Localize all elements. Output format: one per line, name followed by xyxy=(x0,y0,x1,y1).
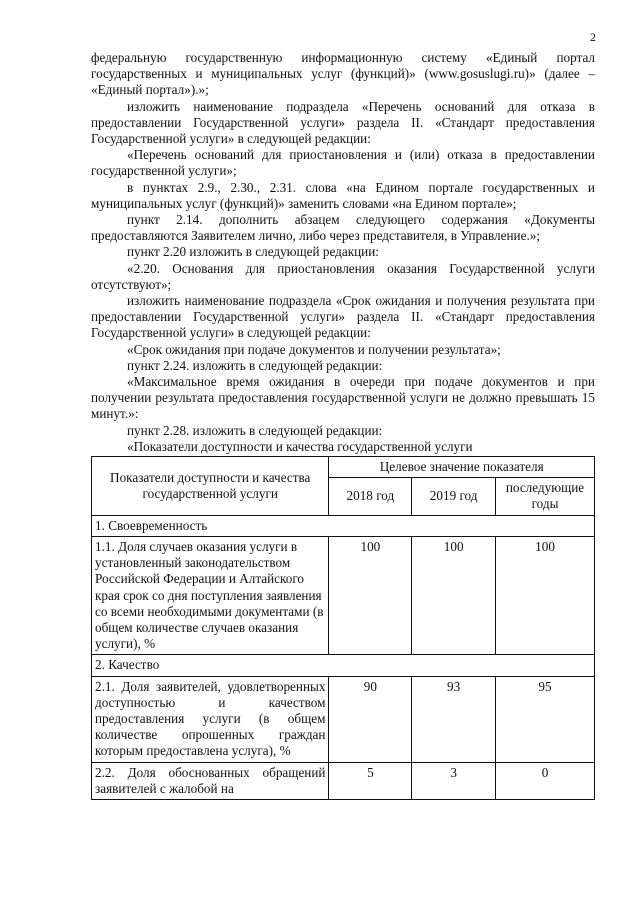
value-2019: 3 xyxy=(412,762,496,799)
value-next: 0 xyxy=(496,762,595,799)
header-year-2018: 2018 год xyxy=(329,478,412,515)
table-section-row xyxy=(92,655,595,676)
paragraph: «Показатели доступности и качества государственной услуги xyxy=(127,438,473,454)
value-next: 100 xyxy=(496,536,595,654)
paragraph: «Срок ожидания при подаче документов и получении результата»; xyxy=(127,341,501,357)
page-number: 2 xyxy=(590,30,596,44)
paragraph: пункт 2.14. дополнить абзацем следующего содержания «Документы предоставляются Заявителем лично, либо через представителя, в Управление.»; xyxy=(91,212,595,244)
table-header-row xyxy=(92,457,595,478)
table-row xyxy=(92,762,595,799)
indicators-table xyxy=(91,456,595,800)
document-body xyxy=(91,50,595,800)
row-description: 2.2. Доля обоснованных обращений заявителей с жалобой на xyxy=(92,762,329,799)
paragraph: «2.20. Основания для приостановления оказания Государственной услуги отсутствуют»; xyxy=(91,260,595,292)
section-title: 1. Своевременность xyxy=(92,515,595,536)
table-section-row xyxy=(92,515,595,536)
table-row xyxy=(92,676,595,762)
section-title: 2. Качество xyxy=(92,655,595,676)
value-2018: 5 xyxy=(329,762,412,799)
value-next: 95 xyxy=(496,676,595,762)
table-row xyxy=(92,536,595,654)
header-target: Целевое значение показателя xyxy=(329,457,595,478)
row-description: 2.1. Доля заявителей, удовлетворенных доступностью и качеством предоставления услуги (в общем количестве опрошенных граждан которым предоставлена услуга), % xyxy=(92,676,329,762)
header-year-next: последующие годы xyxy=(496,478,595,515)
paragraph: пункт 2.20 изложить в следующей редакции: xyxy=(127,244,379,260)
header-indicator: Показатели доступности и качества государственной услуги xyxy=(92,457,329,516)
paragraph: федеральную государственную информационную систему «Единый портал государственных и муниципальных услуг (функций)» (www.gosuslugi.ru)» (далее – «Единый портал»).»; xyxy=(91,50,595,98)
paragraph: пункт 2.28. изложить в следующей редакции: xyxy=(127,422,383,438)
paragraph: пункт 2.24. изложить в следующей редакции: xyxy=(127,357,383,373)
paragraph: изложить наименование подраздела «Срок ожидания и получения результата при предоставлении Государственной услуги» раздела II. «Стандарт предоставления Государственной услуги» в следующей редакции: xyxy=(91,293,595,341)
value-2018: 100 xyxy=(329,536,412,654)
paragraph: изложить наименование подраздела «Перечень оснований для отказа в предоставлении Государственной услуги» раздела II. «Стандарт предоставления Государственной услуги» в следующей редакции: xyxy=(91,98,595,147)
value-2018: 90 xyxy=(329,676,412,762)
value-2019: 93 xyxy=(412,676,496,762)
header-year-2019: 2019 год xyxy=(412,478,496,515)
row-description: 1.1. Доля случаев оказания услуги в установленный законодательством Российской Федерации и Алтайского края срок со дня поступления заявления со всеми необходимыми документами (в общем количестве случаев оказания услуги), % xyxy=(92,536,329,654)
paragraph: «Максимальное время ожидания в очереди при подаче документов и при получении результата предоставления государственной услуги не должно превышать 15 минут.»: xyxy=(91,374,595,422)
value-2019: 100 xyxy=(412,536,496,654)
paragraph: в пунктах 2.9., 2.30., 2.31. слова «на Едином портале государственных и муниципальных услуг (функций)» заменить словами «на Едином портале»; xyxy=(91,179,595,211)
paragraph: «Перечень оснований для приостановления и (или) отказа в предоставлении государственной услуги»; xyxy=(91,147,595,179)
